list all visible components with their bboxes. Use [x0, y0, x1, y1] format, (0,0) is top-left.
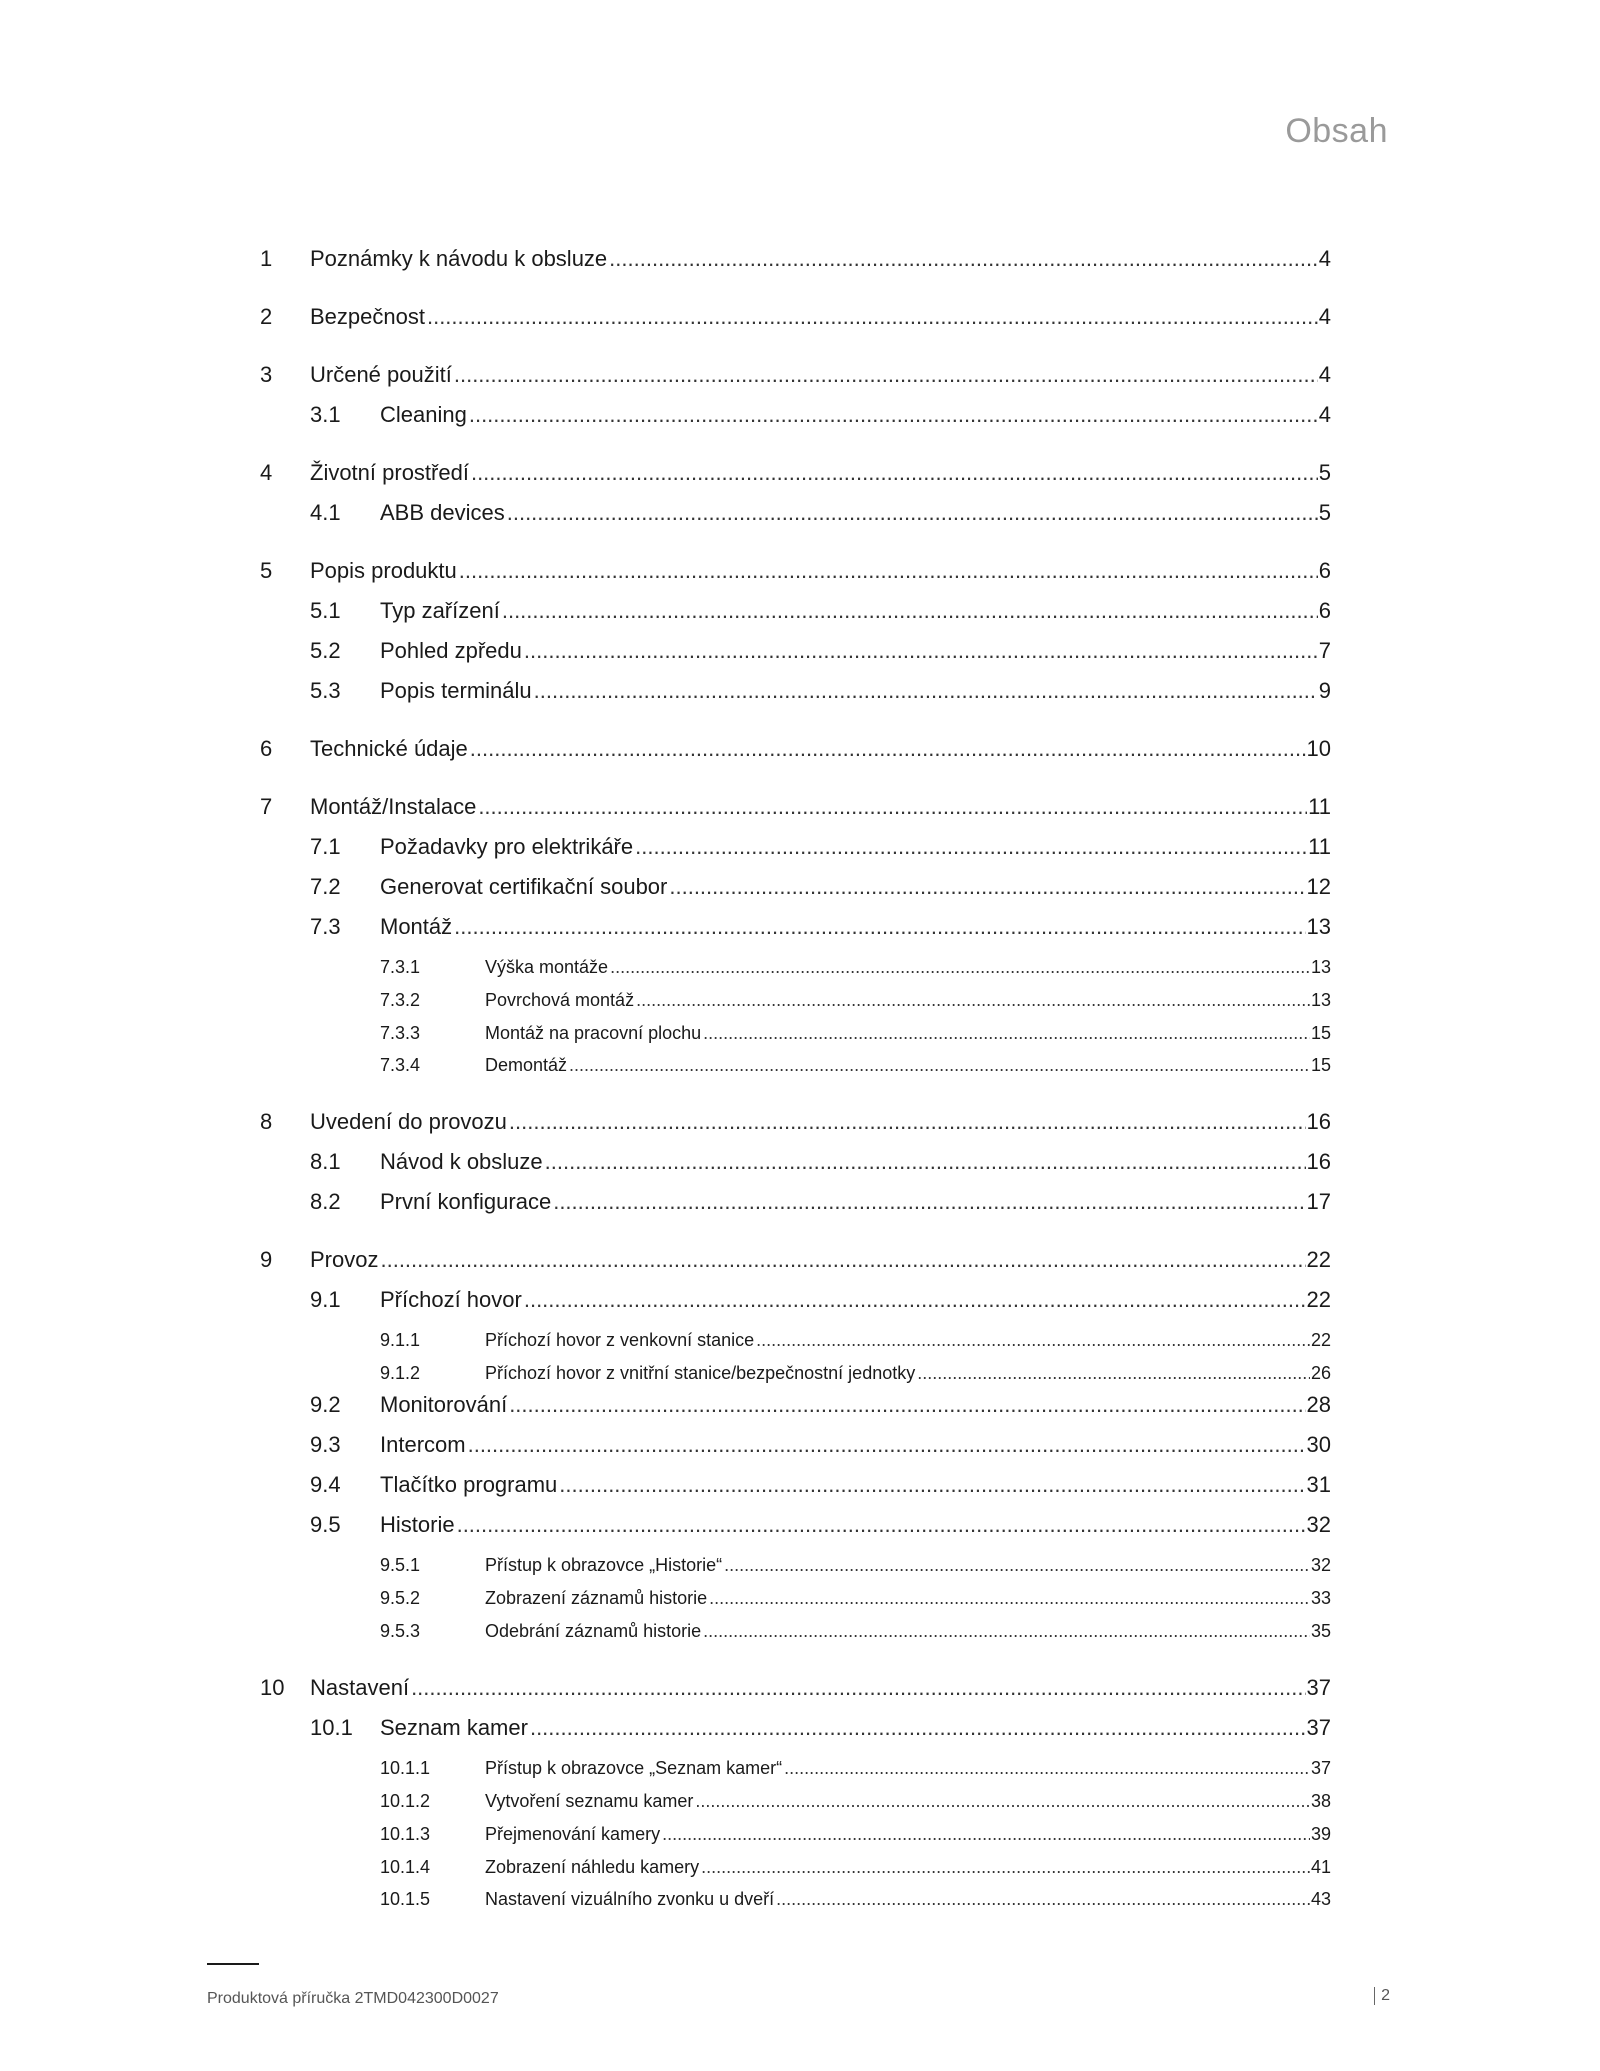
- toc-dot-leader: [669, 874, 1305, 900]
- toc-entry-title: Cleaning: [380, 402, 467, 427]
- toc-entry-title: Požadavky pro elektrikáře: [380, 834, 634, 859]
- toc-dot-leader: [724, 1555, 1310, 1576]
- toc-dot-leader: [545, 1149, 1306, 1175]
- toc-entry-page: 12: [1306, 874, 1331, 899]
- toc-entry-number: 9.1.1: [380, 1330, 421, 1350]
- toc-entry-page: 15: [1310, 1055, 1331, 1075]
- toc-dot-leader: [524, 638, 1318, 664]
- toc-entry-number: 5.3: [310, 678, 341, 703]
- toc-entry-number: 6: [260, 736, 273, 761]
- toc-entry-page: 11: [1308, 834, 1331, 859]
- toc-entry-page: 5: [1318, 460, 1331, 485]
- toc-entry-page: 11: [1308, 794, 1331, 819]
- toc-entry[interactable]: [310, 1715, 1331, 1741]
- toc-entry[interactable]: [380, 1824, 1331, 1845]
- toc-entry-title: Příchozí hovor z vnitřní stanice/bezpečnostní jednotky: [485, 1363, 916, 1383]
- toc-dot-leader: [553, 1189, 1305, 1215]
- toc-entry[interactable]: [310, 638, 1331, 664]
- toc-entry[interactable]: [260, 794, 1331, 820]
- toc-entry-title: Přístup k obrazovce „Historie“: [485, 1555, 723, 1575]
- toc-entry-number: 9.5.3: [380, 1621, 421, 1641]
- toc-entry[interactable]: [260, 362, 1331, 388]
- toc-entry-page: 4: [1318, 402, 1331, 427]
- toc-entry-number: 7.2: [310, 874, 341, 899]
- toc-entry[interactable]: [260, 1675, 1331, 1701]
- toc-entry-page: 43: [1310, 1889, 1331, 1909]
- toc-entry-title: Monitorování: [380, 1392, 508, 1417]
- toc-entry-title: Intercom: [380, 1432, 466, 1457]
- toc-entry-number: 5.2: [310, 638, 341, 663]
- toc-entry[interactable]: [380, 957, 1331, 978]
- toc-entry-title: Demontáž: [485, 1055, 568, 1075]
- toc-entry[interactable]: [260, 460, 1331, 486]
- toc-dot-leader: [509, 1109, 1306, 1135]
- toc-entry-page: 16: [1306, 1149, 1331, 1174]
- toc-entry-title: Popis terminálu: [380, 678, 532, 703]
- toc-entry[interactable]: [380, 1857, 1331, 1878]
- toc-entry[interactable]: [310, 500, 1331, 526]
- toc-entry-number: 10.1.1: [380, 1758, 431, 1778]
- toc-entry-number: 7.3.1: [380, 957, 421, 977]
- toc-entry-page: 37: [1306, 1715, 1331, 1740]
- toc-entry-number: 5: [260, 558, 273, 583]
- toc-dot-leader: [427, 304, 1318, 330]
- toc-dot-leader: [534, 678, 1318, 704]
- toc-entry-page: 16: [1306, 1109, 1331, 1134]
- toc-entry[interactable]: [380, 1330, 1331, 1351]
- footer-document-title: Produktová příručka 2TMD042300D0027: [207, 1990, 499, 2007]
- toc-entry[interactable]: [380, 1363, 1331, 1384]
- toc-entry-page: 41: [1310, 1857, 1331, 1877]
- toc-entry-number: 3.1: [310, 402, 341, 427]
- toc-entry[interactable]: [310, 1392, 1331, 1418]
- toc-entry-title: Návod k obsluze: [380, 1149, 543, 1174]
- toc-entry-number: 9.3: [310, 1432, 341, 1457]
- toc-dot-leader: [610, 957, 1310, 978]
- toc-entry-page: 5: [1318, 500, 1331, 525]
- toc-entry-number: 9.5.2: [380, 1588, 421, 1608]
- toc-entry-number: 8.1: [310, 1149, 341, 1174]
- toc-entry-number: 4: [260, 460, 273, 485]
- toc-entry-page: 22: [1310, 1330, 1331, 1350]
- toc-entry-number: 9.5.1: [380, 1555, 421, 1575]
- toc-entry[interactable]: [260, 736, 1331, 762]
- toc-dot-leader: [471, 460, 1318, 486]
- toc-entry[interactable]: [380, 1023, 1331, 1044]
- toc-entry[interactable]: [260, 304, 1331, 330]
- toc-dot-leader: [524, 1287, 1306, 1313]
- toc-entry[interactable]: [310, 598, 1331, 624]
- toc-dot-leader: [454, 362, 1318, 388]
- toc-entry-title: Výška montáže: [485, 957, 609, 977]
- toc-entry-title: Povrchová montáž: [485, 990, 635, 1010]
- toc-entry-title: Bezpečnost: [310, 304, 425, 329]
- toc-entry-title: Odebrání záznamů historie: [485, 1621, 702, 1641]
- toc-entry-title: Příchozí hovor z venkovní stanice: [485, 1330, 755, 1350]
- toc-dot-leader: [635, 834, 1307, 860]
- toc-entry-title: Nastavení vizuálního zvonku u dveří: [485, 1889, 775, 1909]
- toc-entry-number: 7: [260, 794, 273, 819]
- toc-entry-page: 4: [1318, 246, 1331, 271]
- toc-entry-title: Pohled zpředu: [380, 638, 522, 663]
- toc-entry-title: Generovat certifikační soubor: [380, 874, 668, 899]
- footer-rule: [207, 1963, 259, 1965]
- toc-entry-title: Historie: [380, 1512, 455, 1537]
- toc-dot-leader: [457, 1512, 1306, 1538]
- toc-entry-number: 7.1: [310, 834, 341, 859]
- toc-entry-page: 22: [1306, 1247, 1331, 1272]
- toc-dot-leader: [530, 1715, 1306, 1741]
- toc-dot-leader: [559, 1472, 1305, 1498]
- toc-dot-leader: [776, 1889, 1310, 1910]
- toc-entry-page: 4: [1318, 362, 1331, 387]
- toc-entry-number: 9.4: [310, 1472, 341, 1497]
- toc-entry-number: 7.3.3: [380, 1023, 421, 1043]
- toc-entry-title: Uvedení do provozu: [310, 1109, 507, 1134]
- toc-entry-title: Seznam kamer: [380, 1715, 528, 1740]
- toc-entry[interactable]: [310, 1432, 1331, 1458]
- toc-entry-page: 9: [1318, 678, 1331, 703]
- toc-entry-number: 5.1: [310, 598, 341, 623]
- toc-entry-page: 13: [1310, 957, 1331, 977]
- toc-dot-leader: [662, 1824, 1310, 1845]
- toc-entry-number: 7.3.4: [380, 1055, 421, 1075]
- toc-entry-page: 32: [1306, 1512, 1331, 1537]
- toc-dot-leader: [469, 402, 1318, 428]
- toc-entry-page: 22: [1306, 1287, 1331, 1312]
- toc-entry-title: Životní prostředí: [310, 460, 469, 485]
- toc-entry-page: 4: [1318, 304, 1331, 329]
- toc-entry[interactable]: [310, 402, 1331, 428]
- toc-entry-number: 4.1: [310, 500, 341, 525]
- toc-dot-leader: [509, 1392, 1305, 1418]
- toc-entry-title: Technické údaje: [310, 736, 468, 761]
- toc-entry-title: První konfigurace: [380, 1189, 552, 1214]
- toc-entry-title: Vytvoření seznamu kamer: [485, 1791, 694, 1811]
- toc-dot-leader: [695, 1791, 1310, 1812]
- toc-dot-leader: [609, 246, 1318, 272]
- toc-entry[interactable]: [380, 1055, 1331, 1076]
- toc-entry-page: 30: [1306, 1432, 1331, 1457]
- toc-entry-page: 31: [1306, 1472, 1331, 1497]
- toc-dot-leader: [459, 558, 1318, 584]
- toc-entry-page: 6: [1318, 598, 1331, 623]
- toc-entry-page: 28: [1306, 1392, 1331, 1417]
- toc-entry-page: 37: [1306, 1675, 1331, 1700]
- toc-entry-number: 10: [260, 1675, 285, 1700]
- toc-entry-page: 38: [1310, 1791, 1331, 1811]
- toc-entry-title: Poznámky k návodu k obsluze: [310, 246, 608, 271]
- toc-dot-leader: [784, 1758, 1310, 1779]
- toc-entry-page: 6: [1318, 558, 1331, 583]
- toc-dot-leader: [636, 990, 1310, 1011]
- toc-entry-title: Popis produktu: [310, 558, 457, 583]
- toc-entry-title: Přístup k obrazovce „Seznam kamer“: [485, 1758, 783, 1778]
- toc-entry-page: 32: [1310, 1555, 1331, 1575]
- toc-entry-number: 9.5: [310, 1512, 341, 1537]
- toc-entry[interactable]: [310, 1287, 1331, 1313]
- toc-entry[interactable]: [380, 1588, 1331, 1609]
- toc-entry-title: Přejmenování kamery: [485, 1824, 661, 1844]
- toc-entry-title: Příchozí hovor: [380, 1287, 522, 1312]
- toc-entry-number: 8: [260, 1109, 273, 1134]
- toc-entry-title: Montáž/Instalace: [310, 794, 477, 819]
- toc-entry[interactable]: [310, 834, 1331, 860]
- toc-entry-page: 17: [1306, 1189, 1331, 1214]
- toc-entry-number: 10.1.3: [380, 1824, 431, 1844]
- toc-entry-page: 35: [1310, 1621, 1331, 1641]
- toc-dot-leader: [502, 598, 1318, 624]
- toc-entry[interactable]: [260, 1109, 1331, 1135]
- toc-entry-number: 8.2: [310, 1189, 341, 1214]
- toc-entry[interactable]: [310, 1189, 1331, 1215]
- toc-dot-leader: [917, 1363, 1310, 1384]
- toc-entry-title: Typ zařízení: [380, 598, 500, 623]
- toc-entry-number: 10.1.4: [380, 1857, 431, 1877]
- toc-dot-leader: [507, 500, 1318, 526]
- toc-dot-leader: [478, 794, 1307, 820]
- toc-entry-number: 9.1: [310, 1287, 341, 1312]
- toc-entry-page: 37: [1310, 1758, 1331, 1778]
- toc-entry-title: Zobrazení náhledu kamery: [485, 1857, 700, 1877]
- toc-dot-leader: [703, 1023, 1310, 1044]
- toc-entry[interactable]: [310, 678, 1331, 704]
- toc-entry-number: 9.2: [310, 1392, 341, 1417]
- toc-entry-page: 15: [1310, 1023, 1331, 1043]
- footer-page-number: 2: [1374, 1987, 1390, 2005]
- toc-entry[interactable]: [310, 874, 1331, 900]
- toc-entry[interactable]: [310, 1512, 1331, 1538]
- toc-dot-leader: [709, 1588, 1310, 1609]
- toc-entry-page: 7: [1318, 638, 1331, 663]
- toc-entry-number: 10.1.2: [380, 1791, 431, 1811]
- toc-entry-page: 10: [1306, 736, 1331, 761]
- toc-dot-leader: [703, 1621, 1310, 1642]
- toc-entry-page: 26: [1310, 1363, 1331, 1383]
- toc-entry-title: Zobrazení záznamů historie: [485, 1588, 708, 1608]
- toc-entry-number: 10.1.5: [380, 1889, 431, 1909]
- toc-entry-number: 7.3.2: [380, 990, 421, 1010]
- toc-entry-title: Určené použití: [310, 362, 452, 387]
- toc-entry-number: 7.3: [310, 914, 341, 939]
- toc-entry-title: Montáž na pracovní plochu: [485, 1023, 702, 1043]
- toc-entry[interactable]: [380, 1889, 1331, 1910]
- toc-entry-number: 9: [260, 1247, 273, 1272]
- toc-dot-leader: [454, 914, 1305, 940]
- toc-entry[interactable]: [310, 914, 1331, 940]
- toc-entry-title: Tlačítko programu: [380, 1472, 558, 1497]
- toc-entry-page: 13: [1306, 914, 1331, 939]
- toc-entry-number: 10.1: [310, 1715, 353, 1740]
- toc-entry-number: 3: [260, 362, 273, 387]
- toc-entry-number: 1: [260, 246, 273, 271]
- toc-entry-title: ABB devices: [380, 500, 505, 525]
- toc-dot-leader: [701, 1857, 1310, 1878]
- toc-dot-leader: [380, 1247, 1305, 1273]
- toc-entry-page: 39: [1310, 1824, 1331, 1844]
- toc-entry-page: 33: [1310, 1588, 1331, 1608]
- page-title: Obsah: [1285, 112, 1388, 150]
- toc-dot-leader: [569, 1055, 1310, 1076]
- toc-entry[interactable]: [380, 1758, 1331, 1779]
- toc-entry-number: 2: [260, 304, 273, 329]
- toc-entry-number: 9.1.2: [380, 1363, 421, 1383]
- toc-entry[interactable]: [260, 558, 1331, 584]
- toc-entry[interactable]: [380, 1555, 1331, 1576]
- toc-entry[interactable]: [310, 1149, 1331, 1175]
- toc-entry[interactable]: [380, 1621, 1331, 1642]
- toc-entry[interactable]: [310, 1472, 1331, 1498]
- toc-entry[interactable]: [260, 246, 1331, 272]
- toc-entry[interactable]: [380, 990, 1331, 1011]
- toc-entry[interactable]: [380, 1791, 1331, 1812]
- toc-entry-title: Provoz: [310, 1247, 379, 1272]
- toc-dot-leader: [756, 1330, 1310, 1351]
- toc-dot-leader: [411, 1675, 1305, 1701]
- toc-entry-page: 13: [1310, 990, 1331, 1010]
- toc-entry-title: Montáž: [380, 914, 453, 939]
- toc-entry[interactable]: [260, 1247, 1331, 1273]
- toc-entry-title: Nastavení: [310, 1675, 410, 1700]
- toc-dot-leader: [470, 736, 1306, 762]
- toc-dot-leader: [468, 1432, 1306, 1458]
